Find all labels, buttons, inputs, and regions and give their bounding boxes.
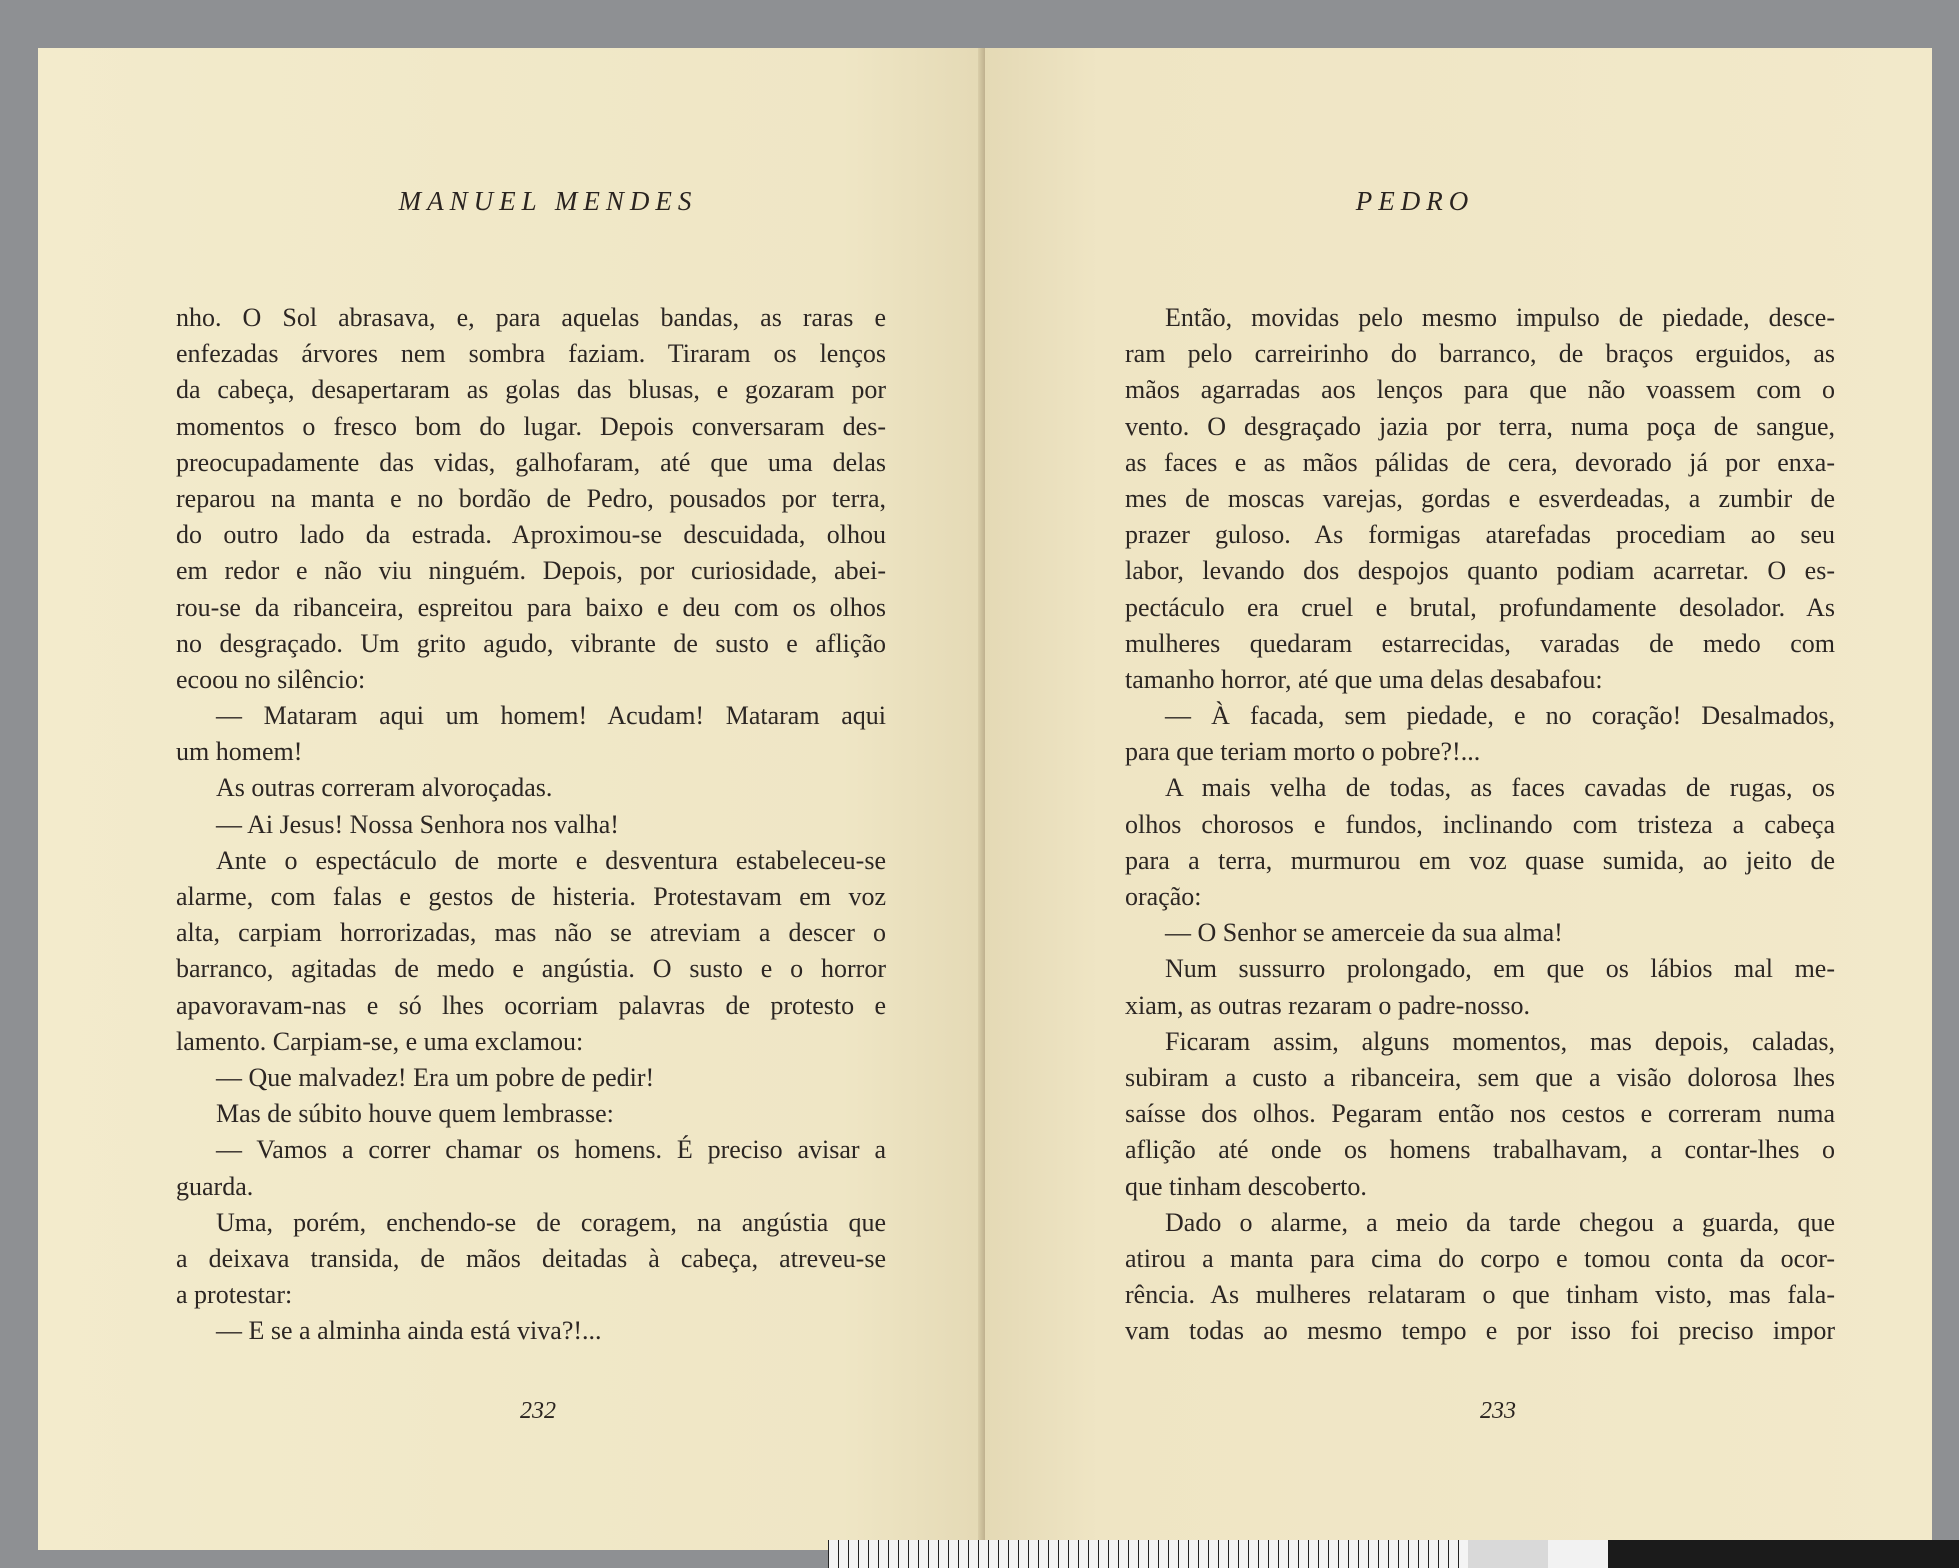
text-line: — E se a alminha ainda está viva?!...	[216, 1316, 602, 1346]
text-line: da cabeça, desapertaram as golas das blusas, e gozaram por	[176, 375, 886, 405]
text-line: labor, levando dos despojos quanto podiam acarretar. O es-	[1125, 556, 1835, 586]
text-line: apavoravam-nas e só lhes ocorriam palavras de protesto e	[176, 990, 886, 1020]
ruler-ticks	[828, 1540, 1468, 1568]
text-line: ecoou no silêncio:	[176, 664, 366, 694]
text-line: vento. O desgraçado jazia por terra, numa poça de sangue,	[1125, 411, 1835, 441]
page-number: 233	[1480, 1398, 1516, 1424]
text-line: preocupadamente das vidas, galhofaram, até que uma delas	[176, 447, 886, 477]
text-line: Num sussurro prolongado, em que os lábios mal me-	[1165, 954, 1835, 984]
grey-patch	[1468, 1540, 1548, 1568]
page-number: 232	[520, 1398, 556, 1424]
text-line: no desgraçado. Um grito agudo, vibrante de susto e aflição	[176, 628, 886, 658]
text-line: mulheres quedaram estarrecidas, varadas de medo com	[1125, 628, 1835, 658]
body-text	[176, 300, 886, 1349]
text-line: Uma, porém, enchendo-se de coragem, na angústia que	[216, 1207, 886, 1237]
text-line: rência. As mulheres relataram o que tinham visto, mas fala-	[1125, 1280, 1835, 1310]
text-line: mes de moscas varejas, gordas e esverdeadas, a zumbir de	[1125, 483, 1835, 513]
text-line: vam todas ao mesmo tempo e por isso foi preciso impor	[1125, 1316, 1835, 1346]
text-line: — Vamos a correr chamar os homens. É preciso avisar a	[216, 1135, 886, 1165]
text-line: para que teriam morto o pobre?!...	[1125, 737, 1481, 767]
text-line: — À facada, sem piedade, e no coração! Desalmados,	[1165, 701, 1835, 731]
text-line: rou-se da ribanceira, espreitou para baixo e deu com os olhos	[176, 592, 886, 622]
text-line: atirou a manta para cima do corpo e tomou conta da ocor-	[1125, 1243, 1835, 1273]
text-line: oração:	[1125, 882, 1202, 911]
text-line: barranco, agitadas de medo e angústia. O susto e o horror	[176, 954, 886, 984]
text-line: aflição até onde os homens trabalhavam, a contar-lhes o	[1125, 1135, 1835, 1165]
text-line: mãos agarradas aos lenços para que não voassem com o	[1125, 375, 1835, 405]
left-page	[38, 48, 985, 1550]
text-line: reparou na manta e no bordão de Pedro, pousados por terra,	[176, 483, 886, 513]
text-line: um homem!	[176, 737, 303, 767]
text-line: — Mataram aqui um homem! Acudam! Mataram aqui	[216, 701, 886, 731]
text-line: As outras correram alvoroçadas.	[216, 773, 553, 803]
text-line: em redor e não viu ninguém. Depois, por curiosidade, abei-	[176, 556, 886, 586]
white-patch	[1548, 1540, 1608, 1568]
color-scale-bar	[828, 1540, 1959, 1568]
book-spread	[38, 48, 1932, 1550]
body-text	[1125, 300, 1835, 1349]
text-line: a deixava transida, de mãos deitadas à cabeça, atreveu-se	[176, 1243, 886, 1273]
text-line: xiam, as outras rezaram o padre-nosso.	[1125, 990, 1531, 1020]
text-line: A mais velha de todas, as faces cavadas de rugas, os	[1165, 773, 1835, 803]
text-line: as faces e as mãos pálidas de cera, devorado já por enxa-	[1125, 447, 1835, 477]
text-line: a protestar:	[176, 1280, 293, 1310]
text-line: Mas de súbito houve quem lembrasse:	[216, 1099, 614, 1129]
text-line: alta, carpiam horrorizadas, mas não se atreviam a descer o	[176, 918, 886, 948]
text-line: — Que malvadez! Era um pobre de pedir!	[216, 1062, 655, 1092]
text-line: subiram a custo a ribanceira, sem que a visão dolorosa lhes	[1125, 1062, 1835, 1092]
text-line: — Ai Jesus! Nossa Senhora nos valha!	[216, 809, 619, 839]
text-line: prazer guloso. As formigas atarefadas procediam ao seu	[1125, 520, 1835, 550]
text-line: — O Senhor se amerceie da sua alma!	[1165, 918, 1563, 948]
text-line: que tinham descoberto.	[1125, 1171, 1367, 1201]
text-line: saísse dos olhos. Pegaram então nos cestos e correram numa	[1125, 1099, 1835, 1129]
text-line: Ante o espectáculo de morte e desventura estabeleceu-se	[216, 845, 886, 875]
text-line: momentos o fresco bom do lugar. Depois conversaram des-	[176, 411, 886, 441]
text-line: Ficaram assim, alguns momentos, mas depois, caladas,	[1165, 1026, 1835, 1056]
text-line: Então, movidas pelo mesmo impulso de piedade, desce-	[1165, 303, 1835, 332]
text-line: Dado o alarme, a meio da tarde chegou a guarda, que	[1165, 1207, 1835, 1237]
text-line: ram pelo carreirinho do barranco, de braços erguidos, as	[1125, 339, 1835, 369]
text-line: nho. O Sol abrasava, e, para aquelas bandas, as raras e	[176, 303, 886, 332]
text-line: olhos chorosos e fundos, inclinando com tristeza a cabeça	[1125, 809, 1835, 839]
running-header: MANUEL MENDES	[398, 186, 698, 216]
text-line: alarme, com falas e gestos de histeria. Protestavam em voz	[176, 882, 886, 911]
text-line: para a terra, murmurou em voz quase sumida, ao jeito de	[1125, 845, 1835, 875]
text-line: tamanho horror, até que uma delas desabafou:	[1125, 664, 1603, 694]
text-line: pectáculo era cruel e brutal, profundamente desolador. As	[1125, 592, 1835, 622]
text-line: lamento. Carpiam-se, e uma exclamou:	[176, 1026, 584, 1056]
right-page	[985, 48, 1932, 1550]
text-line: do outro lado da estrada. Aproximou-se descuidada, olhou	[176, 520, 886, 550]
text-line: guarda.	[176, 1171, 254, 1201]
text-line: enfezadas árvores nem sombra faziam. Tiraram os lenços	[176, 339, 886, 369]
running-header: PEDRO	[1355, 186, 1475, 216]
